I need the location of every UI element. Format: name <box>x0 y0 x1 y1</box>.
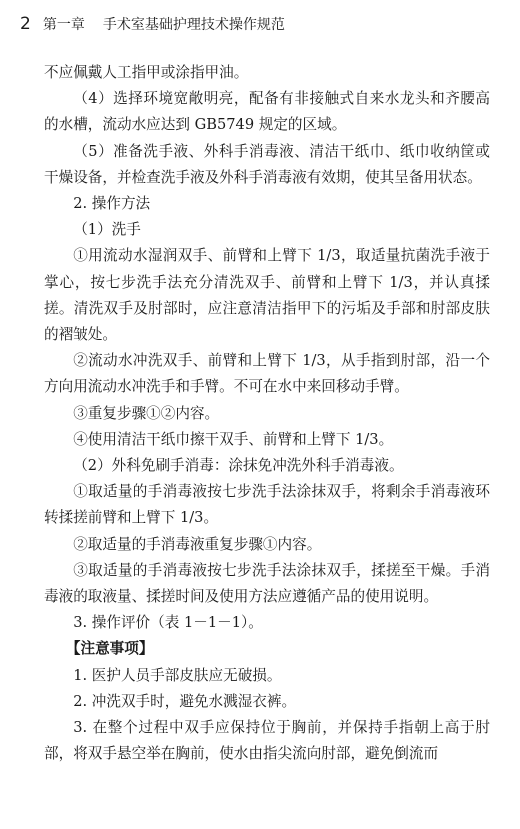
disinfection-step-2: ②取适量的手消毒液重复步骤①内容。 <box>73 535 322 553</box>
page-header <box>20 14 500 35</box>
notes-heading: 【注意事项】 <box>65 640 154 658</box>
disinfection-step-1: ①取适量的手消毒液按七步洗手法涂抹双手，将剩余手消毒液环转揉搓前臂和上臂下 1/3。 <box>44 483 490 527</box>
note-2: 2. 冲洗双手时，避免水溅湿衣裤。 <box>73 692 297 710</box>
section-heading-evaluation: 3. 操作评价（表 1－1－1）。 <box>73 614 263 632</box>
section-heading-method: 2. 操作方法 <box>73 195 151 213</box>
subheading-surgical-disinfection: （2）外科免刷手消毒：涂抹免冲洗外科手消毒液。 <box>73 457 404 475</box>
chapter-title: 手术室基础护理技术操作规范 <box>102 17 285 33</box>
step-4: ④使用清洁干纸巾擦干双手、前臂和上臂下 1/3。 <box>73 430 394 448</box>
paragraph-continuation: 不应佩戴人工指甲或涂指甲油。 <box>44 64 249 81</box>
step-3: ③重复步骤①②内容。 <box>73 404 220 422</box>
disinfection-step-3: ③取适量的手消毒液按七步洗手法涂抹双手，揉搓至干燥。手消毒液的取液量、揉搓时间及使用方法应遵循产品的使用说明。 <box>44 561 490 606</box>
subheading-handwashing: （1）洗手 <box>73 221 141 239</box>
note-1: 1. 医护人员手部皮肤应无破损。 <box>73 666 282 684</box>
step-2: ②流动水冲洗双手、前臂和上臂下 1/3，从手指到肘部，沿一个方向用流动水冲洗手和手臂。不可在水中来回移动手臂。 <box>44 352 490 396</box>
chapter-label: 第一章 <box>42 17 85 33</box>
body-text <box>44 60 490 767</box>
paragraph-item-4: （4）选择环境宽敞明亮，配备有非接触式自来水龙头和齐腰高的水槽，流动水应达到 GB5749 规定的区域。 <box>44 90 490 134</box>
note-3: 3. 在整个过程中双手应保持位于胸前，并保持手指朝上高于肘部，将双手悬空举在胸前，使水由指尖流向肘部，避免倒流而 <box>44 719 490 763</box>
paragraph-item-5: （5）准备洗手液、外科手消毒液、清洁干纸巾、纸巾收纳筐或干燥设备，并检查洗手液及外科手消毒液有效期，使其呈备用状态。 <box>44 142 490 186</box>
step-1: ①用流动水湿润双手、前臂和上臂下 1/3，取适量抗菌洗手液于掌心，按七步洗手法充分清洗双手、前臂和上臂下 1/3，并认真揉搓。清洗双手及肘部时，应注意清洁指甲下的污垢及手部和肘部皮肤的褶皱处。 <box>44 247 490 344</box>
page-number: 2 <box>20 14 31 34</box>
